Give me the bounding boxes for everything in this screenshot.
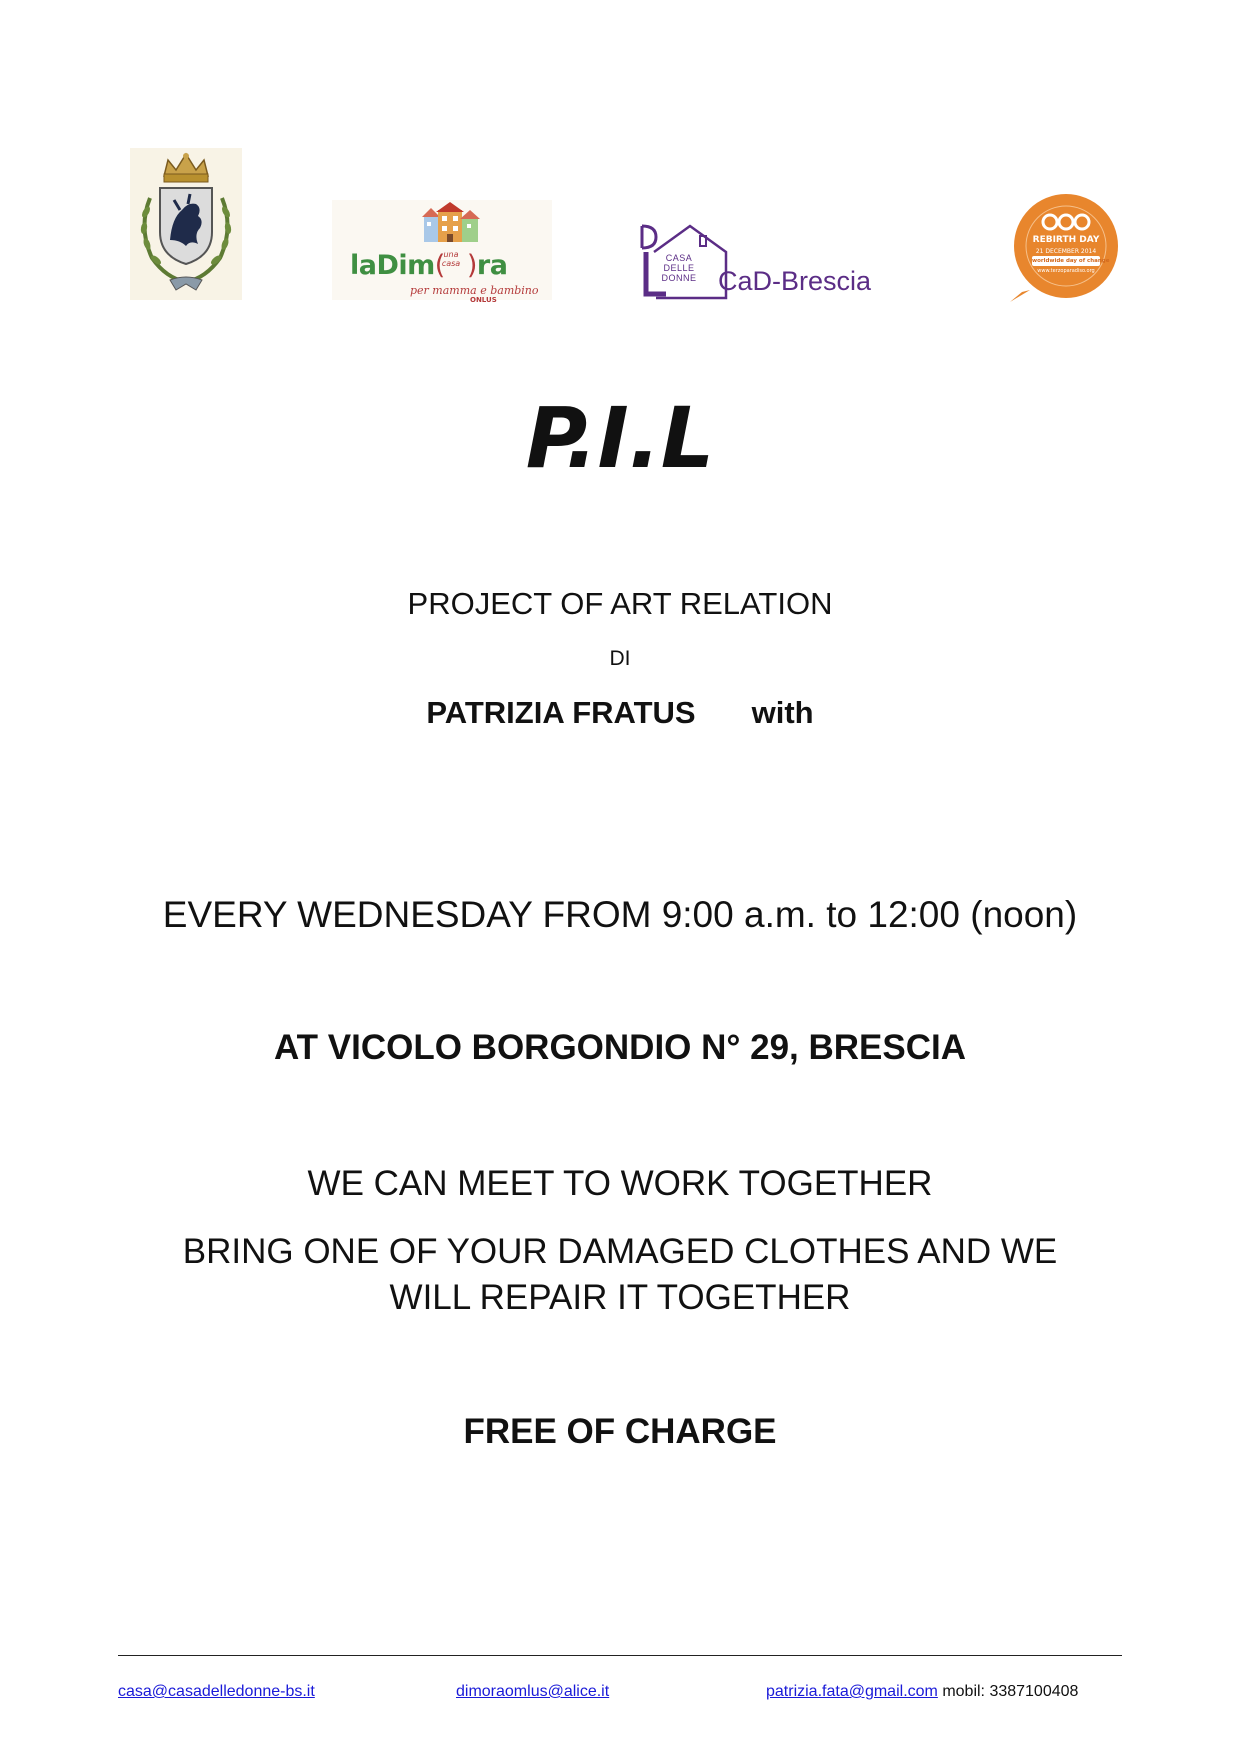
rebirth-day-url: www.terzoparadiso.org xyxy=(1037,268,1095,274)
email-link-patrizia[interactable]: patrizia.fata@gmail.com xyxy=(766,1683,938,1700)
di-label: DI xyxy=(609,647,631,670)
coat-of-arms-logo xyxy=(130,148,242,300)
rebirth-day-date: 21 DECEMBER 2014 xyxy=(1035,248,1097,255)
free-of-charge-text: FREE OF CHARGE xyxy=(463,1412,777,1451)
artist-name: PATRIZIA FRATUS xyxy=(426,695,696,730)
bring-text-line-1: BRING ONE OF YOUR DAMAGED CLOTHES AND WE xyxy=(182,1232,1058,1271)
coat-of-arms-icon xyxy=(130,148,242,300)
dimora-name: laDim( )ra xyxy=(350,250,508,281)
rebirth-day-title: REBIRTH DAY xyxy=(1032,235,1100,245)
document-subtitle: PROJECT OF ART RELATION xyxy=(407,586,833,621)
footer-contact xyxy=(766,1682,1078,1702)
rebirth-day-subtitle: worldwide day of change xyxy=(1032,258,1110,264)
casa-delle-donne-text: CASA DELLE DONNE xyxy=(661,253,697,283)
artist-line xyxy=(0,695,1240,731)
email-link-dimora[interactable]: dimoraomlus@alice.it xyxy=(456,1683,610,1700)
address-text: AT VICOLO BORGONDIO N° 29, BRESCIA xyxy=(273,1028,967,1067)
meet-text: WE CAN MEET TO WORK TOGETHER xyxy=(307,1164,933,1203)
schedule-text: EVERY WEDNESDAY FROM 9:00 a.m. to 12:00 (noon) xyxy=(162,894,1078,935)
with-label: with xyxy=(751,695,814,730)
footer-divider xyxy=(118,1655,1122,1656)
cad-brescia-name: CaD-Brescia xyxy=(718,266,872,296)
mobile-number: mobil: 3387100408 xyxy=(942,1683,1079,1700)
la-dimora-logo xyxy=(332,200,552,304)
footer-email-dimora xyxy=(456,1682,609,1702)
bring-text-line-2: WILL REPAIR IT TOGETHER xyxy=(389,1278,851,1317)
dimora-tagline: per mamma e bambino xyxy=(410,284,539,297)
dimora-onlus: ONLUS xyxy=(470,296,497,304)
document-title: P.I.L xyxy=(525,389,715,487)
dimora-una-casa: una casa xyxy=(441,250,461,268)
email-link-casa[interactable]: casa@casadelledonne-bs.it xyxy=(118,1683,315,1700)
footer-email-casa xyxy=(118,1682,315,1702)
houses-icon xyxy=(422,202,480,244)
cad-brescia-logo xyxy=(626,222,896,302)
